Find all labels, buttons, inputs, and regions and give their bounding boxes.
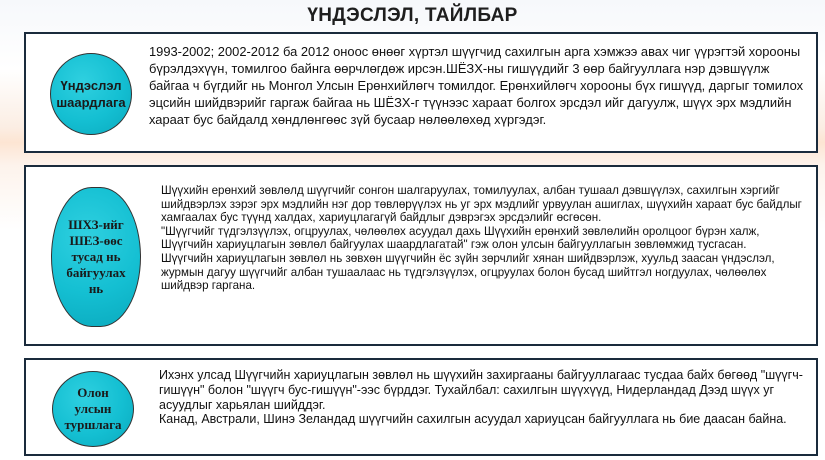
badge-line: шаардлага — [56, 95, 126, 110]
paragraph: Ихэнх улсад Шүүгчийн хариуцлагын зөвлөл нь шүүхийн захиргааны байгууллагаас тусдаа байх бөгөөд "шүүгч-гишүүн" болон "шүүгч бус-гишүүн"-ээс бүрддэг. Тухайлбал: сахилгын шүүхүүд, Нидерландад Дээд шүүх уг асуудлыг харьялан шийддэг. — [159, 368, 803, 412]
paragraph: Шүүгчийн хариуцлагын зөвлөл нь зөвхөн шүүгчийн ёс зүйн зөрчлийг хянан шийдвэрлэж, хуульд заасан үндэслэл, журмын дагуу шүүгчийг албан тушаалаас нь түдгэлзүүлэх, огцруулах болон бусад шийтгэл ногдуулах, чөлөөлөх шийдвэр гаргана. — [161, 251, 775, 293]
badge-line: ШЕЗ-өөс — [69, 233, 123, 248]
badge-line: ШХЗ-ийг — [68, 217, 124, 232]
paragraph: Канад, Австрали, Шинэ Зеландад шүүгчийн сахилгын асуудал хариуцсан байгууллага нь бие даасан байна. — [159, 412, 787, 427]
section-label-badge — [52, 371, 134, 447]
section-label-badge — [50, 53, 132, 135]
paragraph: "Шүүгчийг түдгэлзүүлэх, огцруулах, чөлөөлөх асуудал дахь Шүүхийн ерөнхий зөвлөлийн оролцоог бүрэн халж, Шүүгчийн хариуцлагын зөвлөл байгуулах шаардлагатай" гэж олон улсын байгууллагын зөвлөмжид тусгасан. — [161, 224, 760, 252]
page-title: ҮНДЭСЛЭЛ, ТАЙЛБАР — [307, 5, 518, 26]
badge-line: туршлага — [64, 417, 122, 432]
badge-line: Олон — [77, 385, 109, 400]
section-separation — [24, 165, 818, 346]
section-international-experience — [24, 358, 818, 456]
badge-line: нь — [88, 281, 104, 296]
section-body — [159, 368, 809, 427]
badge-line: улсын — [74, 401, 112, 416]
badge-line: Үндэслэл — [60, 78, 122, 93]
section-body — [161, 184, 811, 293]
section-grounds — [24, 32, 818, 153]
paragraph: Шүүхийн ерөнхий зөвлөлд шүүгчийг сонгон шалгаруулах, томилуулах, албан тушаал дэвшүүлэх, сахилгын хэргийг шийдвэрлэх зэрэг эрх мэдлийн нэг дор төвлөрүүлэх нь уг эрх мэдлийг урвуулан ашиглах, шүүхийн хараат бус байдлыг хамгаалах бус түүнд халдах, хариуцлагагүй байдлыг дэврэгэх эрсдэлийг өсгөсөн. — [161, 184, 802, 225]
badge-line: байгуулах — [66, 265, 126, 280]
section-body: 1993-2002; 2002-2012 ба 2012 оноос өнөөг хүртэл шүүгчид сахилгын арга хэмжээ авах чиг үүрэгтэй хорооны бүрэлдэхүүн, томилгоо байнга өөрчлөгдөж ирсэн.ШЁЗХ-ны гишүүдийг 3 өөр байгууллага нэр дэвшүүлж байгаа ч бүгдийг нь Монгол Улсын Ерөнхийлөгч томилдог. Ерөнхийлөгч хорооны бүх гишүүд, даргыг томилох эцсийн шийдвэрийг гаргаж байгаа нь ШЁЗХ-г түүнээс хараат болгох эрсдэл ийг дагуулж, шүүх эрх мэдлийн хараат бус байдалд хөндлөнгөөс зүй бусаар нөлөөлөхөд хүргэдэг. — [149, 44, 804, 127]
badge-line: тусад нь — [71, 249, 121, 264]
section-label-badge — [51, 187, 141, 327]
